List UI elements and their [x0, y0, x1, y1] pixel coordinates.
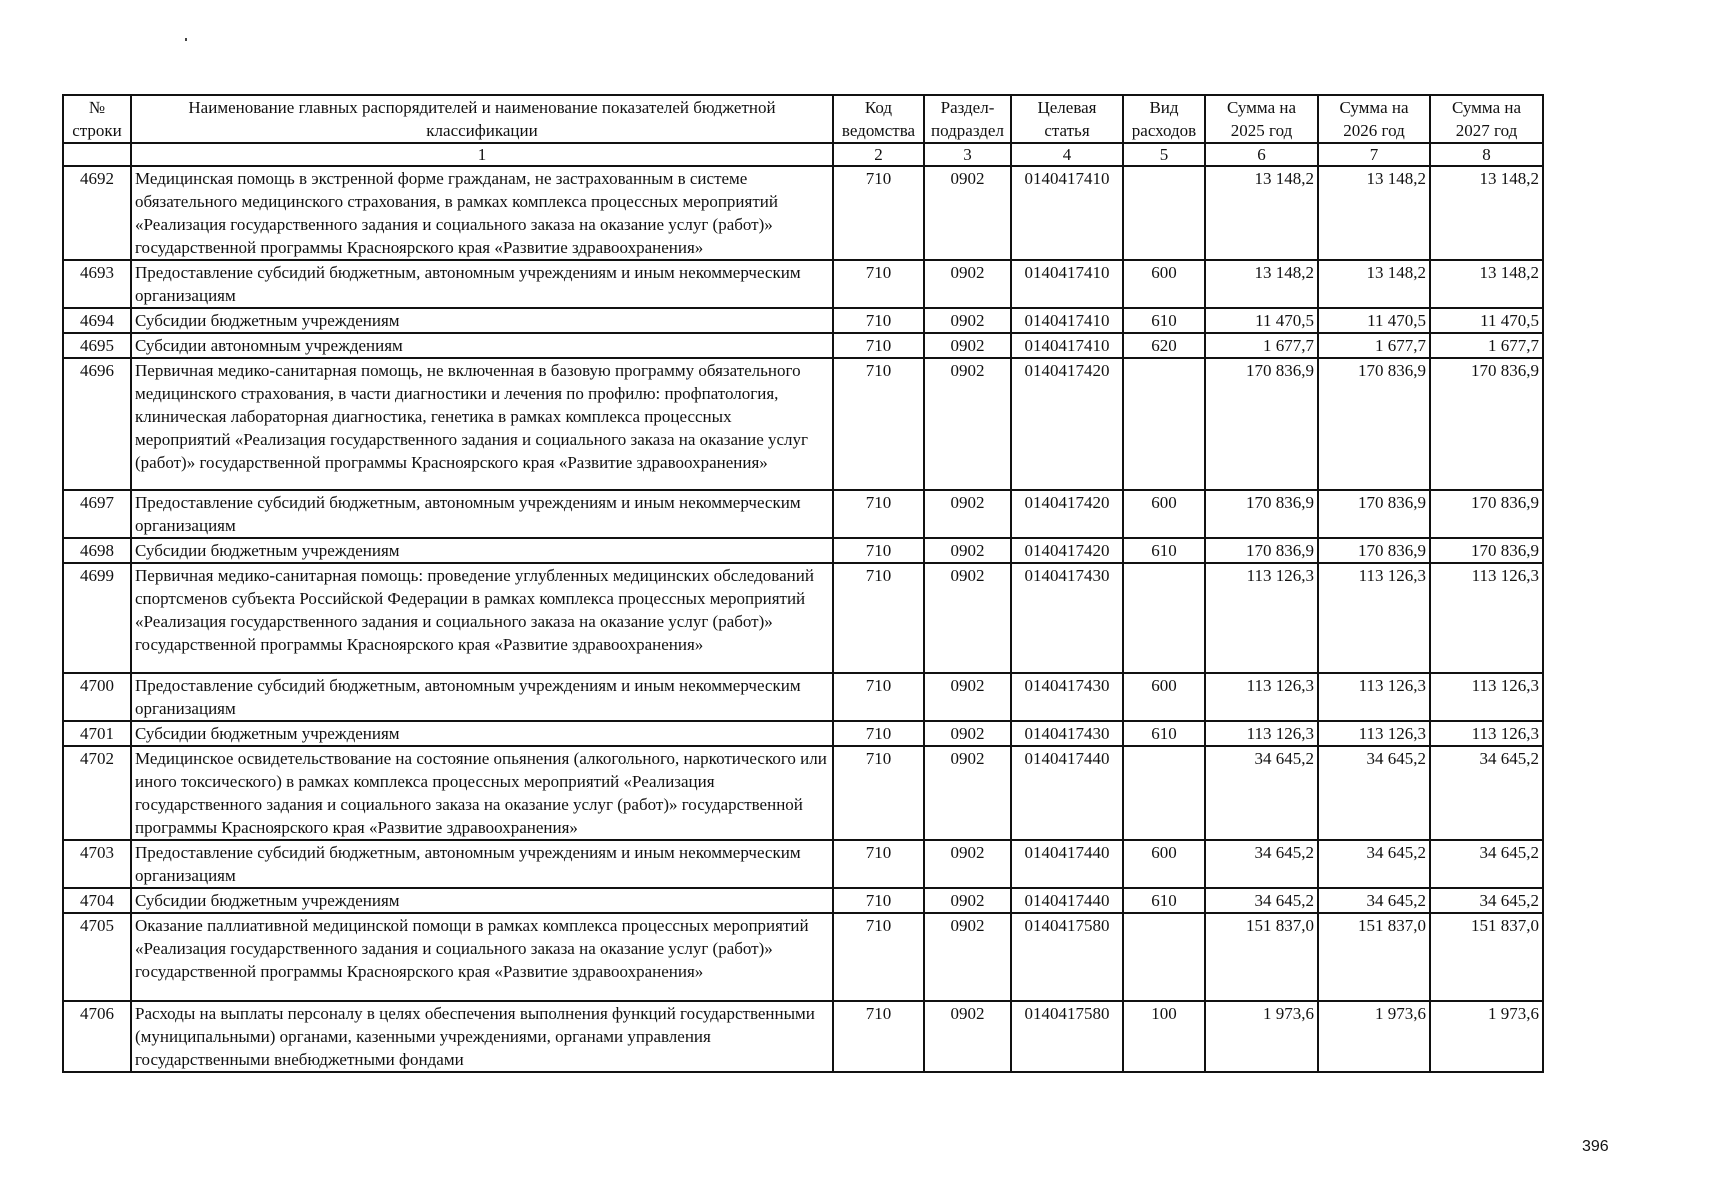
row-exp-type: 100: [1123, 1001, 1205, 1072]
row-number: 4704: [63, 888, 131, 913]
row-dept-code: 710: [833, 746, 924, 840]
row-exp-type: 600: [1123, 260, 1205, 308]
scan-speck: [185, 38, 187, 41]
row-number: 4692: [63, 166, 131, 260]
row-name: Медицинское освидетельствование на состояние опьянения (алкогольного, наркотического или иного токсического) в рамках комплекса процессных мероприятий «Реализация государственного задания и социального заказа на оказание услуг (работ)» государственной программы Красноярского края «Развитие здравоохранения»: [131, 746, 833, 840]
row-dept-code: 710: [833, 888, 924, 913]
row-number: 4702: [63, 746, 131, 840]
row-section: 0902: [924, 538, 1011, 563]
table-row: [63, 358, 1543, 490]
row-exp-type: [1123, 563, 1205, 673]
row-sum-2026: 34 645,2: [1318, 888, 1430, 913]
row-sum-2027: 113 126,3: [1430, 673, 1543, 721]
table-row: [63, 840, 1543, 888]
row-name: Расходы на выплаты персоналу в целях обеспечения выполнения функций государственными (муниципальными) органами, казенными учреждениями, органами управления государственными внебюджетными фондами: [131, 1001, 833, 1072]
row-name: Субсидии бюджетным учреждениям: [131, 721, 833, 746]
row-sum-2026: 13 148,2: [1318, 260, 1430, 308]
row-section: 0902: [924, 1001, 1011, 1072]
row-section: 0902: [924, 888, 1011, 913]
row-sum-2027: 13 148,2: [1430, 166, 1543, 260]
row-dept-code: 710: [833, 358, 924, 490]
row-number: 4698: [63, 538, 131, 563]
row-name: Субсидии бюджетным учреждениям: [131, 538, 833, 563]
column-number: 2: [833, 143, 924, 166]
row-dept-code: 710: [833, 913, 924, 1001]
row-exp-type: [1123, 358, 1205, 490]
row-sum-2025: 1 677,7: [1205, 333, 1318, 358]
row-exp-type: 600: [1123, 840, 1205, 888]
row-article: 0140417440: [1011, 746, 1123, 840]
row-sum-2025: 170 836,9: [1205, 538, 1318, 563]
row-section: 0902: [924, 166, 1011, 260]
row-sum-2025: 170 836,9: [1205, 490, 1318, 538]
row-sum-2026: 11 470,5: [1318, 308, 1430, 333]
row-dept-code: 710: [833, 840, 924, 888]
header-section: Раздел-подраздел: [924, 95, 1011, 143]
row-exp-type: 610: [1123, 308, 1205, 333]
row-section: 0902: [924, 746, 1011, 840]
row-number: 4705: [63, 913, 131, 1001]
row-section: 0902: [924, 840, 1011, 888]
row-sum-2027: 151 837,0: [1430, 913, 1543, 1001]
row-name: Первичная медико-санитарная помощь, не включенная в базовую программу обязательного медицинского страхования, в части диагностики и лечения по профилю: профпатология, клиническая лабораторная диагностика, генетика в рамках комплекса процессных мероприятий «Реализация государственного задания и социального заказа на оказание услуг (работ)» государственной программы Красноярского края «Развитие здравоохранения»: [131, 358, 833, 490]
row-sum-2025: 113 126,3: [1205, 563, 1318, 673]
row-sum-2026: 170 836,9: [1318, 358, 1430, 490]
row-section: 0902: [924, 333, 1011, 358]
row-number: 4696: [63, 358, 131, 490]
table-row: [63, 673, 1543, 721]
row-article: 0140417430: [1011, 563, 1123, 673]
table-row: [63, 721, 1543, 746]
row-sum-2025: 1 973,6: [1205, 1001, 1318, 1072]
row-exp-type: [1123, 746, 1205, 840]
table-row: [63, 490, 1543, 538]
row-dept-code: 710: [833, 166, 924, 260]
row-sum-2026: 151 837,0: [1318, 913, 1430, 1001]
row-sum-2026: 170 836,9: [1318, 490, 1430, 538]
table-row: [63, 333, 1543, 358]
row-sum-2025: 113 126,3: [1205, 721, 1318, 746]
row-sum-2026: 1 677,7: [1318, 333, 1430, 358]
column-number: 5: [1123, 143, 1205, 166]
header-article: Целевая статья: [1011, 95, 1123, 143]
row-sum-2026: 113 126,3: [1318, 721, 1430, 746]
column-number: 1: [131, 143, 833, 166]
row-sum-2027: 1 973,6: [1430, 1001, 1543, 1072]
header-row: [63, 95, 1543, 143]
row-sum-2027: 34 645,2: [1430, 888, 1543, 913]
header-exp-type: Вид расходов: [1123, 95, 1205, 143]
row-number: 4703: [63, 840, 131, 888]
row-number: 4695: [63, 333, 131, 358]
row-sum-2025: 13 148,2: [1205, 260, 1318, 308]
row-sum-2025: 11 470,5: [1205, 308, 1318, 333]
table-row: [63, 888, 1543, 913]
row-exp-type: 620: [1123, 333, 1205, 358]
row-name: Субсидии автономным учреждениям: [131, 333, 833, 358]
row-sum-2025: 34 645,2: [1205, 840, 1318, 888]
row-sum-2027: 34 645,2: [1430, 840, 1543, 888]
row-name: Оказание паллиативной медицинской помощи в рамках комплекса процессных мероприятий «Реализация государственного задания и социального заказа на оказание услуг (работ)» государственной программы Красноярского края «Развитие здравоохранения»: [131, 913, 833, 1001]
header-name: Наименование главных распорядителей и наименование показателей бюджетной классификации: [131, 95, 833, 143]
row-sum-2026: 34 645,2: [1318, 746, 1430, 840]
row-dept-code: 710: [833, 563, 924, 673]
row-sum-2027: 113 126,3: [1430, 721, 1543, 746]
row-section: 0902: [924, 913, 1011, 1001]
row-section: 0902: [924, 260, 1011, 308]
row-article: 0140417410: [1011, 166, 1123, 260]
header-sum-2026: Сумма на 2026 год: [1318, 95, 1430, 143]
table-row: [63, 563, 1543, 673]
row-section: 0902: [924, 673, 1011, 721]
table-row: [63, 1001, 1543, 1072]
row-name: Первичная медико-санитарная помощь: проведение углубленных медицинских обследований спортсменов субъекта Российской Федерации в рамках комплекса процессных мероприятий «Реализация государственного задания и социального заказа на оказание услуг (работ)» государственной программы Красноярского края «Развитие здравоохранения»: [131, 563, 833, 673]
row-dept-code: 710: [833, 490, 924, 538]
row-section: 0902: [924, 721, 1011, 746]
header-dept-code: Код ведомства: [833, 95, 924, 143]
row-sum-2027: 11 470,5: [1430, 308, 1543, 333]
table-body: [63, 143, 1543, 1072]
row-number: 4700: [63, 673, 131, 721]
row-number: 4693: [63, 260, 131, 308]
row-exp-type: [1123, 913, 1205, 1001]
row-name: Предоставление субсидий бюджетным, автономным учреждениям и иным некоммерческим организациям: [131, 490, 833, 538]
row-section: 0902: [924, 563, 1011, 673]
row-sum-2027: 13 148,2: [1430, 260, 1543, 308]
row-exp-type: [1123, 166, 1205, 260]
table-row: [63, 260, 1543, 308]
row-article: 0140417440: [1011, 888, 1123, 913]
row-dept-code: 710: [833, 260, 924, 308]
row-sum-2027: 170 836,9: [1430, 538, 1543, 563]
row-sum-2027: 113 126,3: [1430, 563, 1543, 673]
row-number: 4697: [63, 490, 131, 538]
row-article: 0140417420: [1011, 538, 1123, 563]
row-exp-type: 600: [1123, 490, 1205, 538]
row-sum-2025: 34 645,2: [1205, 746, 1318, 840]
row-number: 4694: [63, 308, 131, 333]
row-sum-2026: 170 836,9: [1318, 538, 1430, 563]
row-number: 4699: [63, 563, 131, 673]
row-sum-2026: 113 126,3: [1318, 563, 1430, 673]
row-sum-2027: 170 836,9: [1430, 358, 1543, 490]
row-exp-type: 600: [1123, 673, 1205, 721]
row-name: Субсидии бюджетным учреждениям: [131, 308, 833, 333]
row-sum-2025: 170 836,9: [1205, 358, 1318, 490]
row-dept-code: 710: [833, 333, 924, 358]
column-number: 4: [1011, 143, 1123, 166]
row-sum-2027: 170 836,9: [1430, 490, 1543, 538]
row-article: 0140417580: [1011, 1001, 1123, 1072]
row-dept-code: 710: [833, 308, 924, 333]
column-number: 7: [1318, 143, 1430, 166]
row-dept-code: 710: [833, 1001, 924, 1072]
row-sum-2026: 13 148,2: [1318, 166, 1430, 260]
row-sum-2026: 113 126,3: [1318, 673, 1430, 721]
row-article: 0140417410: [1011, 333, 1123, 358]
column-number-row: [63, 143, 1543, 166]
table-row: [63, 538, 1543, 563]
row-section: 0902: [924, 308, 1011, 333]
row-article: 0140417420: [1011, 358, 1123, 490]
row-article: 0140417420: [1011, 490, 1123, 538]
row-sum-2025: 151 837,0: [1205, 913, 1318, 1001]
row-name: Предоставление субсидий бюджетным, автономным учреждениям и иным некоммерческим организациям: [131, 673, 833, 721]
row-sum-2026: 1 973,6: [1318, 1001, 1430, 1072]
row-sum-2027: 34 645,2: [1430, 746, 1543, 840]
row-section: 0902: [924, 358, 1011, 490]
row-name: Медицинская помощь в экстренной форме гражданам, не застрахованным в системе обязательного медицинского страхования, в рамках комплекса процессных мероприятий «Реализация государственного задания и социального заказа на оказание услуг (работ)» государственной программы Красноярского края «Развитие здравоохранения»: [131, 166, 833, 260]
header-sum-2025: Сумма на 2025 год: [1205, 95, 1318, 143]
table-row: [63, 308, 1543, 333]
column-number: 8: [1430, 143, 1543, 166]
budget-table: [62, 94, 1544, 1073]
row-article: 0140417410: [1011, 260, 1123, 308]
row-sum-2025: 113 126,3: [1205, 673, 1318, 721]
row-section: 0902: [924, 490, 1011, 538]
row-article: 0140417410: [1011, 308, 1123, 333]
column-number: 6: [1205, 143, 1318, 166]
row-number: 4706: [63, 1001, 131, 1072]
row-article: 0140417430: [1011, 721, 1123, 746]
row-article: 0140417580: [1011, 913, 1123, 1001]
row-name: Предоставление субсидий бюджетным, автономным учреждениям и иным некоммерческим организациям: [131, 840, 833, 888]
header-row-num: № строки: [63, 95, 131, 143]
page-number: 396: [1582, 1138, 1609, 1155]
row-dept-code: 710: [833, 673, 924, 721]
row-dept-code: 710: [833, 721, 924, 746]
row-article: 0140417430: [1011, 673, 1123, 721]
row-name: Предоставление субсидий бюджетным, автономным учреждениям и иным некоммерческим организациям: [131, 260, 833, 308]
row-name: Субсидии бюджетным учреждениям: [131, 888, 833, 913]
row-exp-type: 610: [1123, 888, 1205, 913]
row-exp-type: 610: [1123, 721, 1205, 746]
row-sum-2026: 34 645,2: [1318, 840, 1430, 888]
row-sum-2027: 1 677,7: [1430, 333, 1543, 358]
column-number: [63, 143, 131, 166]
header-sum-2027: Сумма на 2027 год: [1430, 95, 1543, 143]
table-row: [63, 166, 1543, 260]
row-exp-type: 610: [1123, 538, 1205, 563]
row-number: 4701: [63, 721, 131, 746]
row-sum-2025: 34 645,2: [1205, 888, 1318, 913]
row-sum-2025: 13 148,2: [1205, 166, 1318, 260]
row-dept-code: 710: [833, 538, 924, 563]
column-number: 3: [924, 143, 1011, 166]
table-row: [63, 913, 1543, 1001]
table-row: [63, 746, 1543, 840]
row-article: 0140417440: [1011, 840, 1123, 888]
